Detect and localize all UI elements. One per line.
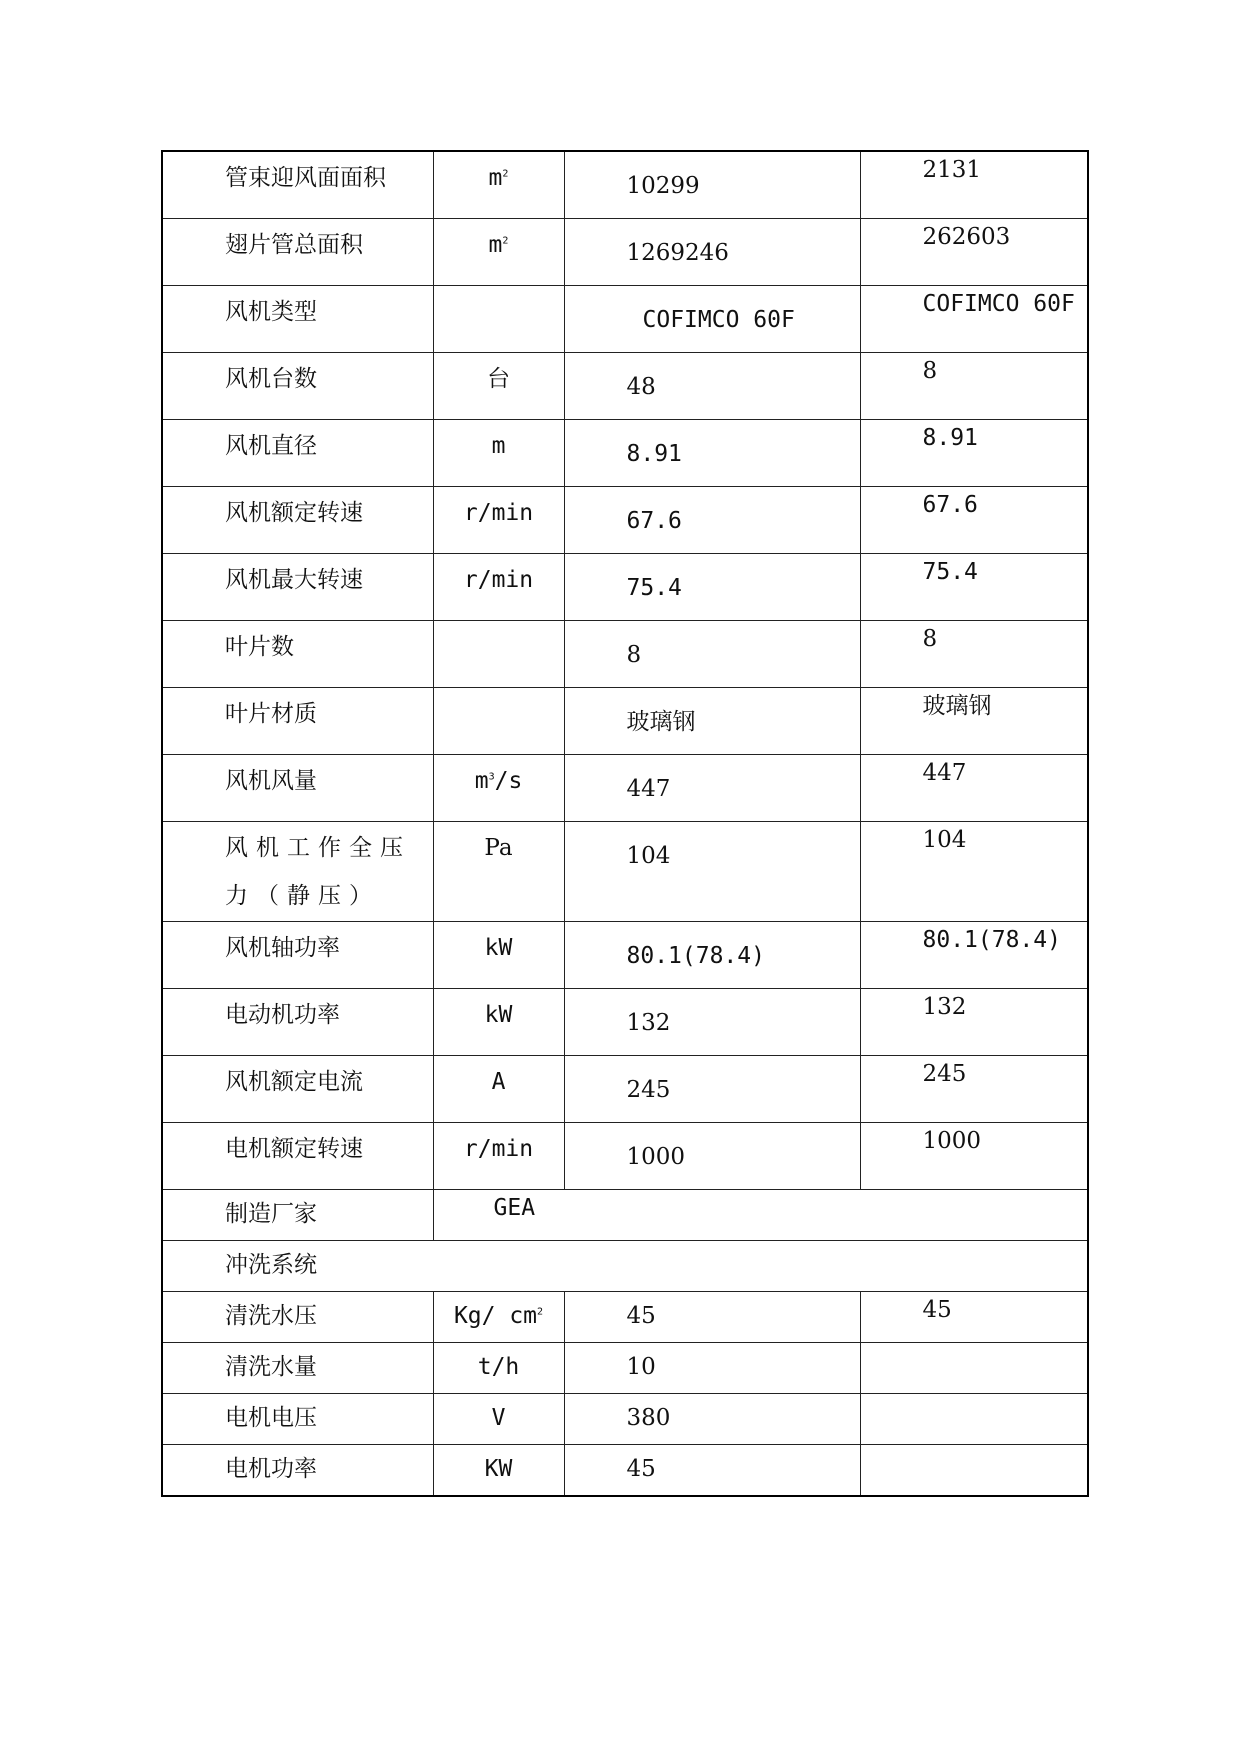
row-label: 电机电压 — [162, 1394, 433, 1445]
row-label: 风机风量 — [162, 755, 433, 822]
value-cell: 8.91 — [860, 420, 1088, 487]
row-unit: r/min — [433, 1123, 564, 1190]
table-row — [162, 353, 1088, 420]
value-cell: 8.91 — [564, 420, 860, 487]
value-cell: 8 — [860, 353, 1088, 420]
unit-text: Kg/ cm — [453, 1303, 538, 1329]
row-unit: KW — [433, 1445, 564, 1497]
unit-text: m — [488, 165, 503, 191]
table-row — [162, 822, 1088, 922]
row-unit — [433, 151, 564, 219]
value-cell: COFIMCO 60F — [564, 286, 860, 353]
row-label: 风机额定转速 — [162, 487, 433, 554]
row-label: 风机类型 — [162, 286, 433, 353]
value-cell: 48 — [564, 353, 860, 420]
table-row — [162, 621, 1088, 688]
row-label: 翅片管总面积 — [162, 219, 433, 286]
row-unit: 台 — [433, 353, 564, 420]
row-label: 叶片数 — [162, 621, 433, 688]
row-unit — [433, 621, 564, 688]
row-unit: A — [433, 1056, 564, 1123]
value-cell: 8 — [564, 621, 860, 688]
value-cell: 447 — [860, 755, 1088, 822]
row-label: 叶片材质 — [162, 688, 433, 755]
value-cell: 447 — [564, 755, 860, 822]
row-unit: kW — [433, 922, 564, 989]
value-cell: 80.1(78.4) — [564, 922, 860, 989]
value-cell: 104 — [564, 822, 860, 922]
table-row — [162, 151, 1088, 219]
table-row — [162, 1056, 1088, 1123]
row-label: 管束迎风面面积 — [162, 151, 433, 219]
unit-text: m — [488, 232, 503, 258]
table-row — [162, 922, 1088, 989]
value-cell — [860, 1343, 1088, 1394]
value-cell — [860, 1445, 1088, 1497]
row-unit — [433, 1292, 564, 1343]
table-row — [162, 1394, 1088, 1445]
unit-superscript: 2 — [537, 1306, 544, 1318]
value-cell: 10299 — [564, 151, 860, 219]
value-cell: 10 — [564, 1343, 860, 1394]
row-unit: Pa — [433, 822, 564, 922]
value-cell: 玻璃钢 — [860, 688, 1088, 755]
row-unit — [433, 755, 564, 822]
value-cell: 262603 — [860, 219, 1088, 286]
table-row — [162, 286, 1088, 353]
value-cell: 80.1(78.4) — [860, 922, 1088, 989]
value-cell: 玻璃钢 — [564, 688, 860, 755]
row-label: 制造厂家 — [162, 1190, 433, 1241]
table-row — [162, 688, 1088, 755]
table-row — [162, 1343, 1088, 1394]
value-cell: 245 — [860, 1056, 1088, 1123]
row-unit: kW — [433, 989, 564, 1056]
row-label: 风机轴功率 — [162, 922, 433, 989]
value-cell: 75.4 — [564, 554, 860, 621]
row-label: 电机功率 — [162, 1445, 433, 1497]
table-row — [162, 1241, 1088, 1292]
row-label: 风机工作全压力（静压） — [162, 822, 433, 922]
row-unit: m — [433, 420, 564, 487]
value-cell: 2131 — [860, 151, 1088, 219]
manufacturer-value: GEA — [433, 1190, 1088, 1241]
row-label: 风机台数 — [162, 353, 433, 420]
unit-tail: /s — [494, 768, 523, 794]
value-cell: 45 — [564, 1445, 860, 1497]
value-cell: COFIMCO 60F — [860, 286, 1088, 353]
row-unit: V — [433, 1394, 564, 1445]
row-unit — [433, 219, 564, 286]
row-unit: r/min — [433, 554, 564, 621]
value-cell: 380 — [564, 1394, 860, 1445]
row-unit: t/h — [433, 1343, 564, 1394]
value-cell: 245 — [564, 1056, 860, 1123]
table-row — [162, 1445, 1088, 1497]
row-label: 风机额定电流 — [162, 1056, 433, 1123]
unit-text: m — [474, 768, 489, 794]
row-unit — [433, 286, 564, 353]
value-cell: 67.6 — [860, 487, 1088, 554]
unit-superscript: 2 — [502, 235, 509, 247]
table-row — [162, 487, 1088, 554]
value-cell: 104 — [860, 822, 1088, 922]
table-row — [162, 554, 1088, 621]
row-unit: r/min — [433, 487, 564, 554]
row-label: 风机直径 — [162, 420, 433, 487]
value-cell: 1269246 — [564, 219, 860, 286]
unit-superscript: 3 — [488, 771, 495, 783]
value-cell: 75.4 — [860, 554, 1088, 621]
table-row — [162, 219, 1088, 286]
row-label: 清洗水压 — [162, 1292, 433, 1343]
value-cell: 1000 — [860, 1123, 1088, 1190]
section-heading: 冲洗系统 — [162, 1241, 1088, 1292]
value-cell: 45 — [860, 1292, 1088, 1343]
table-row — [162, 1190, 1088, 1241]
table-row — [162, 1123, 1088, 1190]
value-cell: 132 — [564, 989, 860, 1056]
value-cell: 1000 — [564, 1123, 860, 1190]
row-unit — [433, 688, 564, 755]
table-row — [162, 1292, 1088, 1343]
unit-superscript: 2 — [502, 168, 509, 180]
table-row — [162, 989, 1088, 1056]
value-cell — [860, 1394, 1088, 1445]
row-label: 电动机功率 — [162, 989, 433, 1056]
row-label: 清洗水量 — [162, 1343, 433, 1394]
fan-specification-table — [161, 150, 1089, 1497]
row-label: 电机额定转速 — [162, 1123, 433, 1190]
table-row — [162, 420, 1088, 487]
row-label: 风机最大转速 — [162, 554, 433, 621]
value-cell: 132 — [860, 989, 1088, 1056]
value-cell: 8 — [860, 621, 1088, 688]
value-cell: 67.6 — [564, 487, 860, 554]
table-row — [162, 755, 1088, 822]
value-cell: 45 — [564, 1292, 860, 1343]
